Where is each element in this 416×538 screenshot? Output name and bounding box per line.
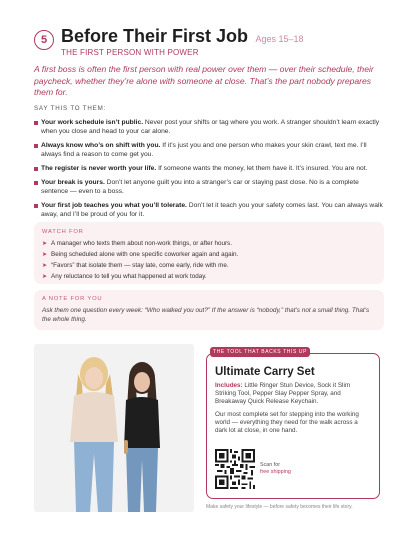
title-line bbox=[61, 26, 304, 47]
watch-item bbox=[42, 240, 376, 248]
talking-point-text: If someone wants the money, let them have it. It’s insured. You are not. bbox=[156, 165, 368, 172]
footer-tagline: Make safety your lifestyle — before safety becomes their life story. bbox=[206, 504, 353, 510]
talking-point bbox=[34, 178, 386, 196]
qr-row bbox=[215, 449, 291, 489]
square-bullet-icon bbox=[34, 167, 38, 171]
talking-point bbox=[34, 118, 386, 136]
watch-for-box bbox=[34, 222, 384, 284]
watch-for-label: WATCH FOR bbox=[42, 229, 84, 235]
square-bullet-icon bbox=[34, 204, 38, 208]
arrow-right-icon: ➤ bbox=[42, 241, 48, 247]
product-photo bbox=[34, 344, 194, 512]
product-description: Our most complete set for stepping into the working world — everything they need for the walk across a dark lot at close, in one hand. bbox=[215, 411, 359, 434]
note-box bbox=[34, 290, 384, 330]
card-tab-label: THE TOOL THAT BACKS THIS UP bbox=[210, 347, 310, 357]
say-this-label: SAY THIS TO THEM: bbox=[34, 105, 107, 112]
talking-point bbox=[34, 164, 386, 173]
note-label: A NOTE FOR YOU bbox=[42, 296, 103, 302]
arrow-right-icon: ➤ bbox=[42, 252, 48, 258]
talking-point-heading: Always know who’s on shift with you. bbox=[41, 142, 161, 149]
watch-item-text: Any reluctance to tell you what happened at work today. bbox=[51, 273, 207, 280]
includes-label: Includes: bbox=[215, 382, 243, 389]
age-range: Ages 15–18 bbox=[255, 34, 304, 44]
talking-point-heading: Your work schedule isn’t public. bbox=[41, 119, 144, 126]
talking-points-list bbox=[34, 118, 386, 224]
product-card bbox=[206, 353, 380, 499]
talking-point-heading: Your break is yours. bbox=[41, 179, 105, 186]
talking-point-text: If it’s just you and one person who makes your skin crawl, text me. I’ll always find a reason to come get you. bbox=[41, 142, 367, 158]
watch-item bbox=[42, 251, 376, 259]
talking-point-heading: Your first job teaches you what you’ll tolerate. bbox=[41, 202, 187, 209]
square-bullet-icon bbox=[34, 144, 38, 148]
watch-item bbox=[42, 273, 376, 281]
watch-item-text: Being scheduled alone with one specific coworker again and again. bbox=[51, 251, 239, 258]
watch-item-text: “Favors” that isolate them — stay late, come early, ride with me. bbox=[51, 262, 229, 269]
watch-item-text: A manager who texts them about non-work things, or after hours. bbox=[51, 240, 232, 247]
note-text: Ask them one question every week: “Who walked you out?” If the answer is “nobody,” that’s not a small thing. That’s the whole thing. bbox=[42, 307, 370, 323]
square-bullet-icon bbox=[34, 181, 38, 185]
scan-label: Scan for bbox=[260, 462, 281, 468]
section-header bbox=[34, 26, 394, 62]
two-people-photo-illustration bbox=[34, 344, 194, 512]
talking-point bbox=[34, 141, 386, 159]
arrow-right-icon: ➤ bbox=[42, 263, 48, 269]
free-shipping-label: free shipping bbox=[260, 469, 291, 475]
talking-point-text: Don’t let it teach you your safety comes last. You can always walk away, and I’ll be proud of you for it. bbox=[41, 202, 383, 218]
talking-point-text: Don’t let anyone guilt you into a stranger’s car or staying past close. No is a complete sentence — even to a boss. bbox=[41, 179, 359, 195]
talking-point-text: Never post your shifts or tag where you work. A stranger shouldn’t learn exactly when you close and head to your car alone. bbox=[41, 119, 380, 135]
page-title: Before Their First Job bbox=[61, 26, 249, 46]
product-includes bbox=[215, 382, 371, 406]
talking-point bbox=[34, 201, 386, 219]
scan-caption bbox=[260, 462, 291, 476]
qr-code-icon[interactable] bbox=[215, 449, 255, 489]
talking-point-heading: The register is never worth your life. bbox=[41, 165, 157, 172]
includes-text: Little Ringer Stun Device, Sock it Slim Striking Tool, Pepper Slay Pepper Spray, and Breakaway Quick Release Keychain. bbox=[215, 382, 351, 405]
intro-paragraph: A first boss is often the first person with real power over them — over their schedule, their paycheck, whether they’re alone with someone at close. That’s the part nobody prepares them for. bbox=[34, 64, 374, 98]
square-bullet-icon bbox=[34, 121, 38, 125]
product-name: Ultimate Carry Set bbox=[215, 366, 315, 378]
section-subtitle: THE FIRST PERSON WITH POWER bbox=[61, 48, 199, 57]
watch-item bbox=[42, 262, 376, 270]
arrow-right-icon: ➤ bbox=[42, 274, 48, 280]
step-number-badge: 5 bbox=[34, 30, 54, 50]
